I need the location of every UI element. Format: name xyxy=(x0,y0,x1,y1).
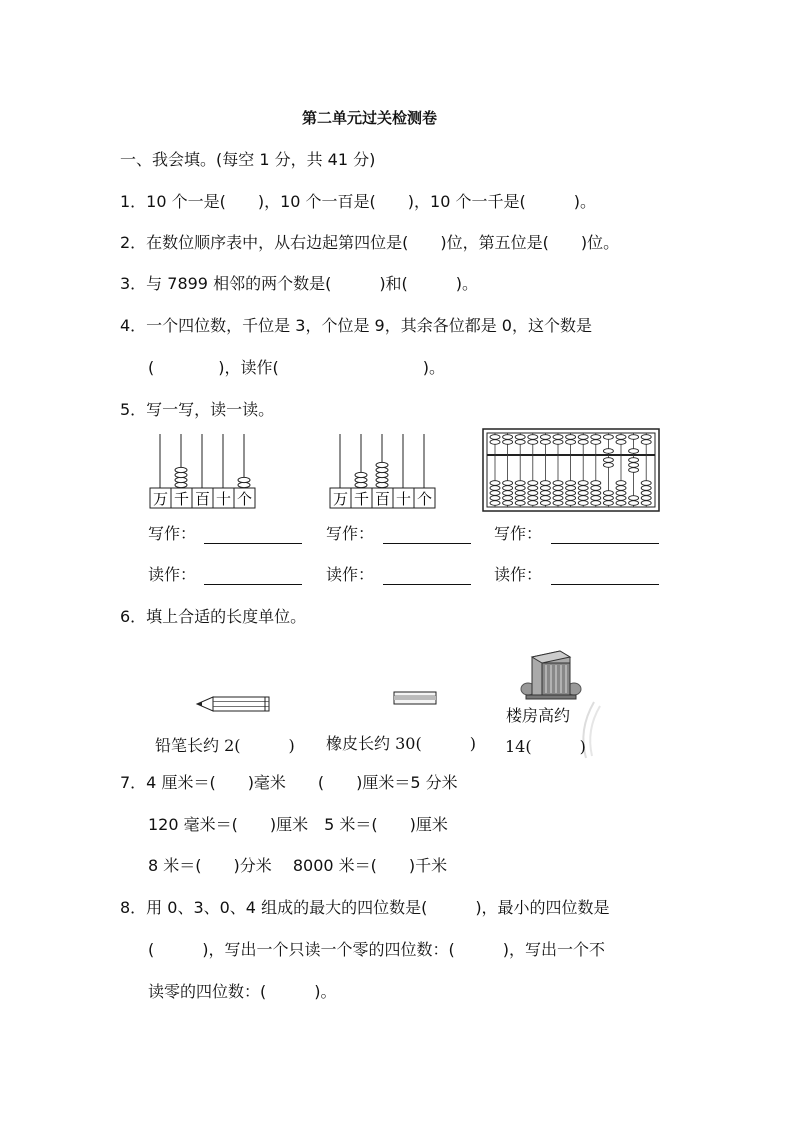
abacus-bead xyxy=(528,435,538,440)
abacus-bead xyxy=(515,491,525,496)
question-6: 6．填上合适的长度单位。 xyxy=(120,607,307,626)
place-label-bai: 百 xyxy=(374,490,391,508)
abacus-bead xyxy=(578,496,588,501)
abacus-bead xyxy=(503,435,513,440)
abacus-bead xyxy=(603,435,613,440)
question-5: 5．写一写，读一读。 xyxy=(120,400,275,419)
place-label-qian: 千 xyxy=(353,490,370,508)
abacus-bead xyxy=(616,435,626,440)
abacus-bead xyxy=(566,491,576,496)
abacus-bead xyxy=(641,501,651,506)
write-answer-line-2[interactable] xyxy=(383,543,471,544)
abacus-bead xyxy=(503,486,513,491)
read-label-3: 读作： xyxy=(494,565,543,584)
abacus-bead xyxy=(566,501,576,506)
abacus-bead xyxy=(515,440,525,445)
abacus-bead xyxy=(578,486,588,491)
abacus-bead xyxy=(641,481,651,486)
abacus-bead xyxy=(566,496,576,501)
abacus-bead xyxy=(591,496,601,501)
place-label-wan: 万 xyxy=(332,490,349,508)
abacus-bead xyxy=(641,435,651,440)
abacus-bead xyxy=(591,440,601,445)
abacus-bead xyxy=(553,496,563,501)
abacus-bead xyxy=(641,491,651,496)
place-label-qian: 千 xyxy=(173,490,190,508)
question-4-line2: ( )，读作( )。 xyxy=(148,358,445,377)
read-answer-line-3[interactable] xyxy=(551,584,659,585)
building-illustration xyxy=(520,647,582,701)
building-caption: 楼房高约 xyxy=(506,706,571,725)
pencil-question: 铅笔长约 2( ) xyxy=(155,736,295,755)
abacus-bead xyxy=(616,501,626,506)
write-answer-line-1[interactable] xyxy=(204,543,302,544)
abacus-bead xyxy=(553,501,563,506)
place-label-shi: 十 xyxy=(215,490,232,508)
abacus-bead xyxy=(578,440,588,445)
abacus-bead xyxy=(528,440,538,445)
abacus-bead xyxy=(503,501,513,506)
abacus-bead xyxy=(490,501,500,506)
abacus-bead xyxy=(591,435,601,440)
abacus-bead xyxy=(566,486,576,491)
abacus-bead xyxy=(515,496,525,501)
abacus-bead xyxy=(591,481,601,486)
abacus-bead xyxy=(591,501,601,506)
abacus-bead xyxy=(616,486,626,491)
abacus-bead xyxy=(603,458,613,463)
abacus-bead xyxy=(616,481,626,486)
abacus-bead xyxy=(616,440,626,445)
eraser-illustration xyxy=(393,688,439,708)
abacus-bead xyxy=(515,481,525,486)
abacus-bead xyxy=(528,486,538,491)
question-1: 1．10 个一是( )，10 个一百是( )，10 个一千是( )。 xyxy=(120,192,596,211)
question-8-line1: 8．用 0、3、0、4 组成的最大的四位数是( )，最小的四位数是 xyxy=(120,898,610,917)
abacus-bead xyxy=(629,463,639,468)
section-heading: 一、我会填。(每空 1 分，共 41 分) xyxy=(120,150,376,169)
abacus-bead xyxy=(528,481,538,486)
abacus-bead xyxy=(603,449,613,454)
abacus-bead xyxy=(629,501,639,506)
abacus-bead xyxy=(490,486,500,491)
read-label-1: 读作： xyxy=(148,565,197,584)
page-title: 第二单元过关检测卷 xyxy=(302,109,438,127)
abacus-bead xyxy=(540,496,550,501)
place-label-bai: 百 xyxy=(194,490,211,508)
counting-frame-1 xyxy=(150,428,260,510)
abacus-bead xyxy=(503,481,513,486)
abacus-bead xyxy=(603,491,613,496)
abacus-bead xyxy=(641,496,651,501)
abacus-bead xyxy=(629,496,639,501)
abacus-bead xyxy=(591,486,601,491)
question-8-line3: 读零的四位数：( )。 xyxy=(148,982,337,1001)
place-label-ge: 个 xyxy=(236,490,253,508)
abacus-bead xyxy=(629,435,639,440)
question-4-line1: 4．一个四位数，千位是 3，个位是 9，其余各位都是 0，这个数是 xyxy=(120,316,592,335)
abacus-bead xyxy=(515,486,525,491)
abacus-bead xyxy=(616,491,626,496)
question-3: 3．与 7899 相邻的两个数是( )和( )。 xyxy=(120,274,479,293)
abacus-bead xyxy=(641,486,651,491)
question-7-line2: 120 毫米＝( )厘米 5 米＝( )厘米 xyxy=(148,815,448,834)
write-label-2: 写作： xyxy=(326,524,375,543)
read-label-2: 读作： xyxy=(326,565,375,584)
abacus-bead xyxy=(553,486,563,491)
abacus-bead xyxy=(641,440,651,445)
abacus-bead xyxy=(553,491,563,496)
eraser-question: 橡皮长约 30( ) xyxy=(326,734,476,753)
abacus-bead xyxy=(490,481,500,486)
abacus-bead xyxy=(540,491,550,496)
abacus-bead xyxy=(578,435,588,440)
abacus-bead xyxy=(553,481,563,486)
question-7-line1: 7．4 厘米＝( )毫米 ( )厘米＝5 分米 xyxy=(120,773,458,792)
abacus-bead xyxy=(629,449,639,454)
suanpan-abacus xyxy=(482,428,662,514)
abacus-bead xyxy=(540,481,550,486)
write-label-1: 写作： xyxy=(148,524,197,543)
counting-frame-2 xyxy=(330,428,440,510)
abacus-bead xyxy=(515,501,525,506)
abacus-bead xyxy=(503,440,513,445)
read-answer-line-1[interactable] xyxy=(204,584,302,585)
abacus-bead xyxy=(629,458,639,463)
abacus-bead xyxy=(540,440,550,445)
pencil-illustration xyxy=(195,694,275,714)
abacus-bead xyxy=(566,440,576,445)
abacus-bead xyxy=(490,435,500,440)
place-label-wan: 万 xyxy=(152,490,169,508)
abacus-bead xyxy=(503,496,513,501)
abacus-bead xyxy=(515,435,525,440)
abacus-bead xyxy=(490,496,500,501)
abacus-bead xyxy=(603,501,613,506)
abacus-bead xyxy=(553,440,563,445)
abacus-bead xyxy=(578,491,588,496)
read-answer-line-2[interactable] xyxy=(383,584,471,585)
abacus-bead xyxy=(540,435,550,440)
building-question: 14( ) xyxy=(505,737,586,756)
place-label-ge: 个 xyxy=(416,490,433,508)
abacus-bead xyxy=(528,501,538,506)
abacus-bead xyxy=(528,496,538,501)
abacus-bead xyxy=(629,468,639,473)
abacus-bead xyxy=(566,435,576,440)
write-label-3: 写作： xyxy=(494,524,543,543)
abacus-bead xyxy=(566,481,576,486)
abacus-bead xyxy=(490,491,500,496)
question-2: 2．在数位顺序表中，从右边起第四位是( )位，第五位是( )位。 xyxy=(120,233,620,252)
question-7-line3: 8 米＝( )分米 8000 米＝( )千米 xyxy=(148,856,448,875)
abacus-bead xyxy=(603,463,613,468)
place-label-shi: 十 xyxy=(395,490,412,508)
question-8-line2: ( )，写出一个只读一个零的四位数：( )，写出一个不 xyxy=(148,940,605,959)
abacus-bead xyxy=(603,496,613,501)
abacus-bead xyxy=(616,496,626,501)
abacus-bead xyxy=(490,440,500,445)
abacus-bead xyxy=(578,501,588,506)
abacus-bead xyxy=(503,491,513,496)
write-answer-line-3[interactable] xyxy=(551,543,659,544)
abacus-bead xyxy=(540,501,550,506)
abacus-bead xyxy=(591,491,601,496)
abacus-bead xyxy=(540,486,550,491)
abacus-bead xyxy=(578,481,588,486)
abacus-bead xyxy=(553,435,563,440)
abacus-bead xyxy=(528,491,538,496)
